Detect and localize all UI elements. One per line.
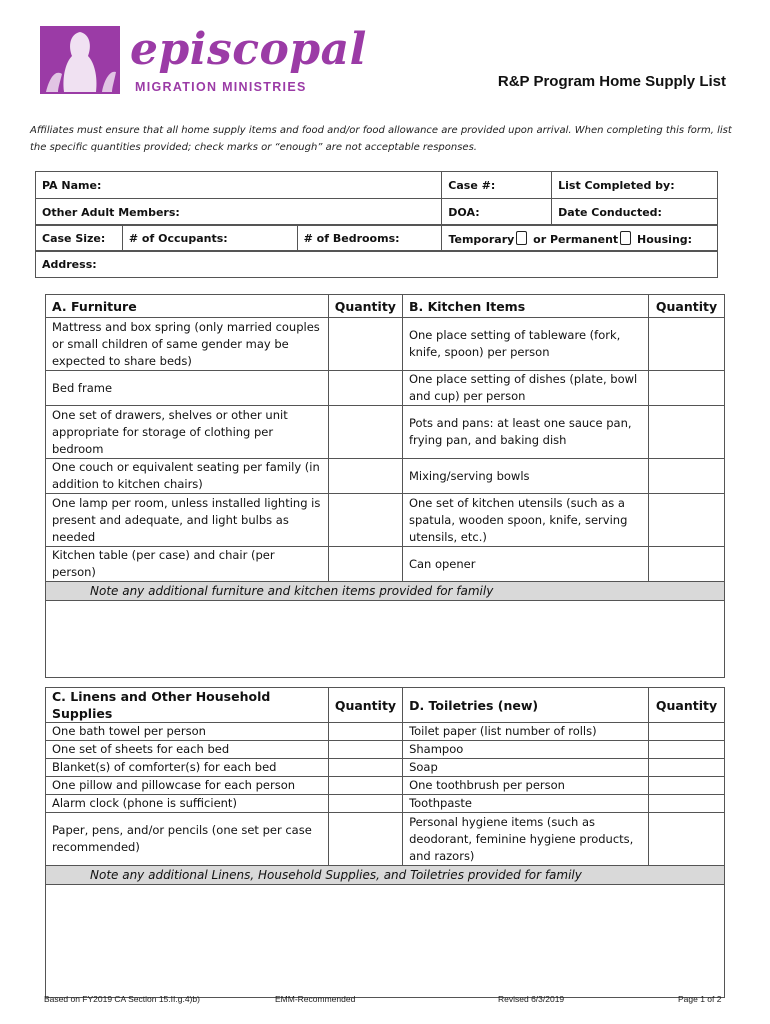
linens-toiletries-table [45,687,725,998]
additional-linens-textarea[interactable] [46,885,725,998]
table-row [46,741,725,759]
intro-text: Affiliates must ensure that all home supply items and food and/or food allowance are provided upon arrival. When completing this form, list the specific quantities provided; check marks or “enough” are not acceptable responses. [30,125,732,153]
other-adult-label: Other Adult Members: [42,205,180,219]
furniture-item: One set of drawers, shelves or other unit appropriate for storage of clothing per bedroom [46,406,329,459]
quantity-input[interactable] [328,759,402,777]
permanent-checkbox[interactable] [620,231,631,245]
table-row [46,777,725,795]
pa-name-label: PA Name: [42,178,102,192]
footer-emm: EMM-Recommended [275,994,356,1004]
case-size-field[interactable] [36,225,123,252]
furniture-header: A. Furniture [46,295,329,318]
date-conducted-field[interactable] [552,199,718,226]
footer-page-number: Page 1 of 2 [678,994,722,1004]
toiletries-item: Toothpaste [403,795,649,813]
quantity-input[interactable] [328,459,402,494]
toiletries-item: Shampoo [403,741,649,759]
quantity-input[interactable] [328,777,402,795]
table-row [46,795,725,813]
quantity-input[interactable] [328,723,402,741]
quantity-input[interactable] [649,494,725,547]
quantity-input[interactable] [328,494,402,547]
toiletries-item: Toilet paper (list number of rolls) [403,723,649,741]
bedrooms-label: # of Bedrooms: [303,231,400,245]
kitchen-item: One set of kitchen utensils (such as a spatula, wooden spoon, knife, serving utensils, etc.) [402,494,648,547]
quantity-input[interactable] [649,459,725,494]
quantity-input[interactable] [328,318,402,371]
temporary-checkbox[interactable] [516,231,527,245]
table-row [46,318,725,371]
linens-item: One bath towel per person [46,723,329,741]
quantity-input[interactable] [328,406,402,459]
furniture-item: Mattress and box spring (only married couples or small children of same gender may be expected to share beds) [46,318,329,371]
case-number-field[interactable] [442,172,552,199]
furniture-item: One couch or equivalent seating per family (in addition to kitchen chairs) [46,459,329,494]
table-row [46,371,725,406]
quantity-input[interactable] [649,723,725,741]
table-row [46,459,725,494]
quantity-input[interactable] [649,777,725,795]
linens-item: Alarm clock (phone is sufficient) [46,795,329,813]
occupants-field[interactable] [122,225,297,252]
quantity-input[interactable] [328,813,402,866]
table-row [46,759,725,777]
linens-item: Paper, pens, and/or pencils (one set per case recommended) [46,813,329,866]
toiletries-quantity-header: Quantity [649,688,725,723]
quantity-input[interactable] [649,741,725,759]
toiletries-header: D. Toiletries (new) [403,688,649,723]
page-title: R&P Program Home Supply List [497,73,726,90]
furniture-item: Bed frame [46,371,329,406]
kitchen-item: One place setting of tableware (fork, knife, spoon) per person [402,318,648,371]
temporary-label: Temporary [448,232,515,246]
pa-name-field[interactable] [36,172,442,199]
list-completed-field[interactable] [552,172,718,199]
quantity-input[interactable] [649,371,725,406]
case-info-table [35,171,718,199]
furniture-item: One lamp per room, unless installed lighting is present and adequate, and light bulbs as needed [46,494,329,547]
case-size-label: Case Size: [42,231,106,245]
kitchen-item: One place setting of dishes (plate, bowl and cup) per person [402,371,648,406]
date-conducted-label: Date Conducted: [558,205,662,219]
list-completed-label: List Completed by: [558,178,675,192]
quantity-input[interactable] [649,813,725,866]
quantity-input[interactable] [328,547,402,582]
table-row [46,494,725,547]
linens-item: Blanket(s) of comforter(s) for each bed [46,759,329,777]
kitchen-header: B. Kitchen Items [402,295,648,318]
quantity-input[interactable] [328,795,402,813]
table-row [46,813,725,866]
linens-header: C. Linens and Other Household Supplies [46,688,329,723]
bedrooms-field[interactable] [297,225,442,252]
table-row [46,406,725,459]
logo-wordmark: episcopal [130,24,367,75]
linens-item: One pillow and pillowcase for each person [46,777,329,795]
linens-item: One set of sheets for each bed [46,741,329,759]
logo-subtitle: MIGRATION MINISTRIES [135,80,307,94]
furniture-item: Kitchen table (per case) and chair (per person) [46,547,329,582]
housing-label: Housing: [637,232,693,246]
linens-quantity-header: Quantity [328,688,402,723]
quantity-input[interactable] [649,406,725,459]
quantity-input[interactable] [649,795,725,813]
furniture-quantity-header: Quantity [328,295,402,318]
case-info-row4 [35,250,718,278]
footer-revised: Revised 6/3/2019 [498,994,565,1004]
furniture-kitchen-table [45,294,725,678]
additional-linens-note: Note any additional Linens, Household Supplies, and Toiletries provided for family [46,866,725,885]
case-info-row2 [35,198,718,226]
quantity-input[interactable] [649,759,725,777]
case-number-label: Case #: [448,178,496,192]
doa-field[interactable] [442,199,552,226]
toiletries-item: Soap [403,759,649,777]
toiletries-item: Personal hygiene items (such as deodorant, feminine hygiene products, and razors) [403,813,649,866]
toiletries-item: One toothbrush per person [403,777,649,795]
other-adult-members-field[interactable] [36,199,442,226]
housing-field [442,225,718,252]
quantity-input[interactable] [649,547,725,582]
occupants-label: # of Occupants: [128,231,228,245]
additional-furniture-textarea[interactable] [46,601,725,678]
table-row [46,723,725,741]
table-row [46,547,725,582]
footer-based-on: Based on FY2019 CA Section 15.II.g.4)b) [44,994,200,1004]
kitchen-item: Pots and pans: at least one sauce pan, frying pan, and baking dish [402,406,648,459]
address-label: Address: [42,257,97,271]
kitchen-item: Mixing/serving bowls [402,459,648,494]
kitchen-item: Can opener [402,547,648,582]
additional-furniture-note: Note any additional furniture and kitchen items provided for family [46,582,725,601]
quantity-input[interactable] [649,318,725,371]
permanent-label: or Permanent [533,232,619,246]
episcopal-logo-icon [40,26,120,94]
case-info-row3 [35,224,718,252]
kitchen-quantity-header: Quantity [649,295,725,318]
quantity-input[interactable] [328,371,402,406]
address-field[interactable] [36,251,718,278]
quantity-input[interactable] [328,741,402,759]
doa-label: DOA: [448,205,480,219]
